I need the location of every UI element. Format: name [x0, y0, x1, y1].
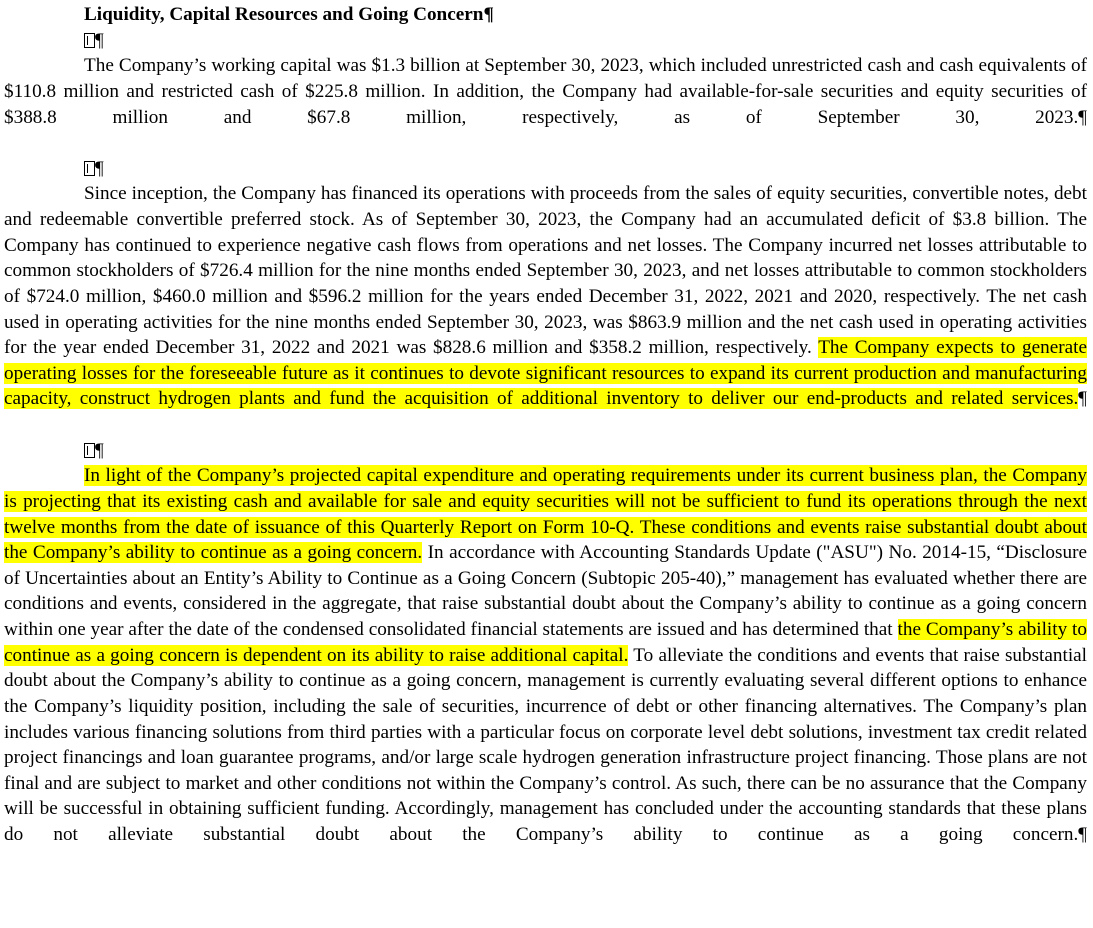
- paragraph-text-plain: Since inception, the Company has financed its operations with proceeds from the sales of equity securities, convertible notes, debt and redeemable convertible preferred stock. As of September 30, 2023, the Company had an accumulated deficit of $3.8 billion. The Company has continued to experience negative cash flows from operations and net losses. The Company incurred net losses attributable to common stockholders of $726.4 million for the nine months ended September 30, 2023, and net losses attributable to common stockholders of $724.0 million, $460.0 million and $596.2 million for the years ended December 31, 2022, 2021 and 2020, respectively. The net cash used in operating activities for the nine months ended September 30, 2023, was $863.9 million and the net cash used in operating activities for the year ended December 31, 2022 and 2021 was $828.6 million and $358.2 million, respectively.: [4, 183, 1087, 359]
- section-heading-text: Liquidity, Capital Resources and Going Concern: [84, 4, 484, 25]
- pilcrow-mark: ¶: [1078, 388, 1087, 410]
- spacer-paragraph-1: [4, 28, 1087, 54]
- pilcrow-mark: ¶: [483, 4, 494, 25]
- object-anchor-icon: [84, 33, 95, 48]
- pilcrow-mark: ¶: [95, 439, 104, 461]
- spacer-paragraph-2: [4, 156, 1087, 182]
- paragraph-working-capital: [4, 53, 1087, 156]
- spacer-paragraph-3: [4, 438, 1087, 464]
- pilcrow-mark: ¶: [1078, 824, 1087, 845]
- paragraph-going-concern: [4, 463, 1087, 873]
- pilcrow-mark: ¶: [1078, 106, 1087, 128]
- paragraph-text-plain: In accordance with Accounting Standards Update ("ASU") No. 2014-15, “Disclosure of Uncertainties about an Entity’s Ability to Continue as a Going Concern (Subtopic 205-40),” management has evaluated whether there are conditions and events, considered in the aggregate, that raise substantial doubt about the Company’s ability to continue as a going concern within one year after the date of the condensed consolidated financial statements are issued and has determined that: [4, 542, 1087, 640]
- section-heading: [4, 0, 1087, 28]
- object-anchor-icon: [84, 443, 95, 458]
- pilcrow-mark: ¶: [95, 157, 104, 179]
- paragraph-since-inception: [4, 181, 1087, 437]
- pilcrow-mark: ¶: [95, 29, 104, 51]
- paragraph-text-plain: To alleviate the conditions and events that raise substantial doubt about the Company’s ability to continue as a going concern, management is currently evaluating several different options to enhance the Company’s liquidity position, including the sale of securities, incurrence of debt or other financing alternatives. The Company’s plan includes various financing solutions from third parties with a particular focus on corporate level debt solutions, investment tax credit related project financings and loan guarantee programs, and/or large scale hydrogen generation infrastructure project financing. Those plans are not final and are subject to market and other conditions not within the Company’s control. As such, there can be no assurance that the Company will be successful in obtaining sufficient funding. Accordingly, management has concluded under the accounting standards that these plans do not alleviate substantial doubt about the Company’s ability to continue as a going concern.: [4, 644, 1088, 845]
- object-anchor-icon: [84, 161, 95, 176]
- highlighted-text: The Company expects to generate operating losses for the foreseeable future as it continues to devote significant resources to expand its current production and manufacturing capacity, construct hydrogen plants and fund the acquisition of additional inventory to deliver our end-products and related services.: [4, 337, 1087, 410]
- paragraph-text: The Company’s working capital was $1.3 billion at September 30, 2023, which included unrestricted cash and cash equivalents of $110.8 million and restricted cash of $225.8 million. In addition, the Company had available-for-sale securities and equity securities of $388.8 million and $67.8 million, respectively, as of September 30, 2023.: [4, 55, 1087, 128]
- highlighted-text: In light of the Company’s projected capital expenditure and operating requirements under its current business plan, the Company is projecting that its existing cash and available for sale and equity securities will not be sufficient to fund its operations through the next twelve months from the date of issuance of this Quarterly Report on Form 10-Q. These conditions and events raise substantial doubt about the Company’s ability to continue as a going concern.: [4, 465, 1087, 564]
- highlighted-text: the Company’s ability to continue as a going concern is dependent on its ability to raise additional capital.: [4, 619, 1087, 666]
